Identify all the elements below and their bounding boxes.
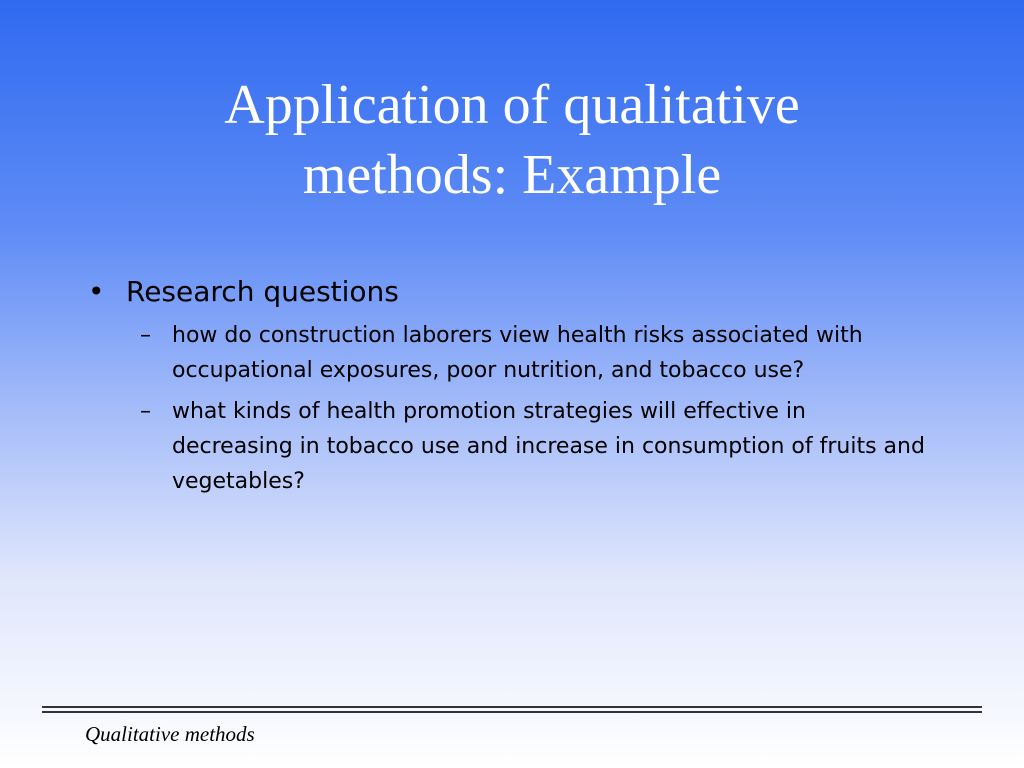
title-line-2: methods: Example	[302, 144, 722, 206]
footer-divider-bottom	[42, 711, 982, 713]
bullet-research-questions	[88, 272, 948, 312]
sub-bullet-item	[88, 318, 948, 388]
bullet-text: Research questions	[126, 275, 399, 308]
bullet-marker: •	[88, 275, 105, 308]
footer-divider-top	[42, 706, 982, 708]
sub-bullet-list	[88, 318, 948, 499]
footer-label: Qualitative methods	[85, 722, 255, 746]
title-line-1: Application of qualitative	[224, 74, 800, 136]
slide-title	[0, 70, 1024, 210]
sub-bullet-text: what kinds of health promotion strategies will effective in decreasing in tobacco use and increase in consumption of fruits and vegetables?	[172, 399, 925, 494]
dash-marker: –	[140, 399, 151, 424]
sub-bullet-text: how do construction laborers view health risks associated with occupational exposures, poor nutrition, and tobacco use?	[172, 323, 863, 383]
slide-content	[88, 272, 948, 499]
dash-marker: –	[140, 323, 151, 348]
sub-bullet-item	[88, 394, 948, 499]
